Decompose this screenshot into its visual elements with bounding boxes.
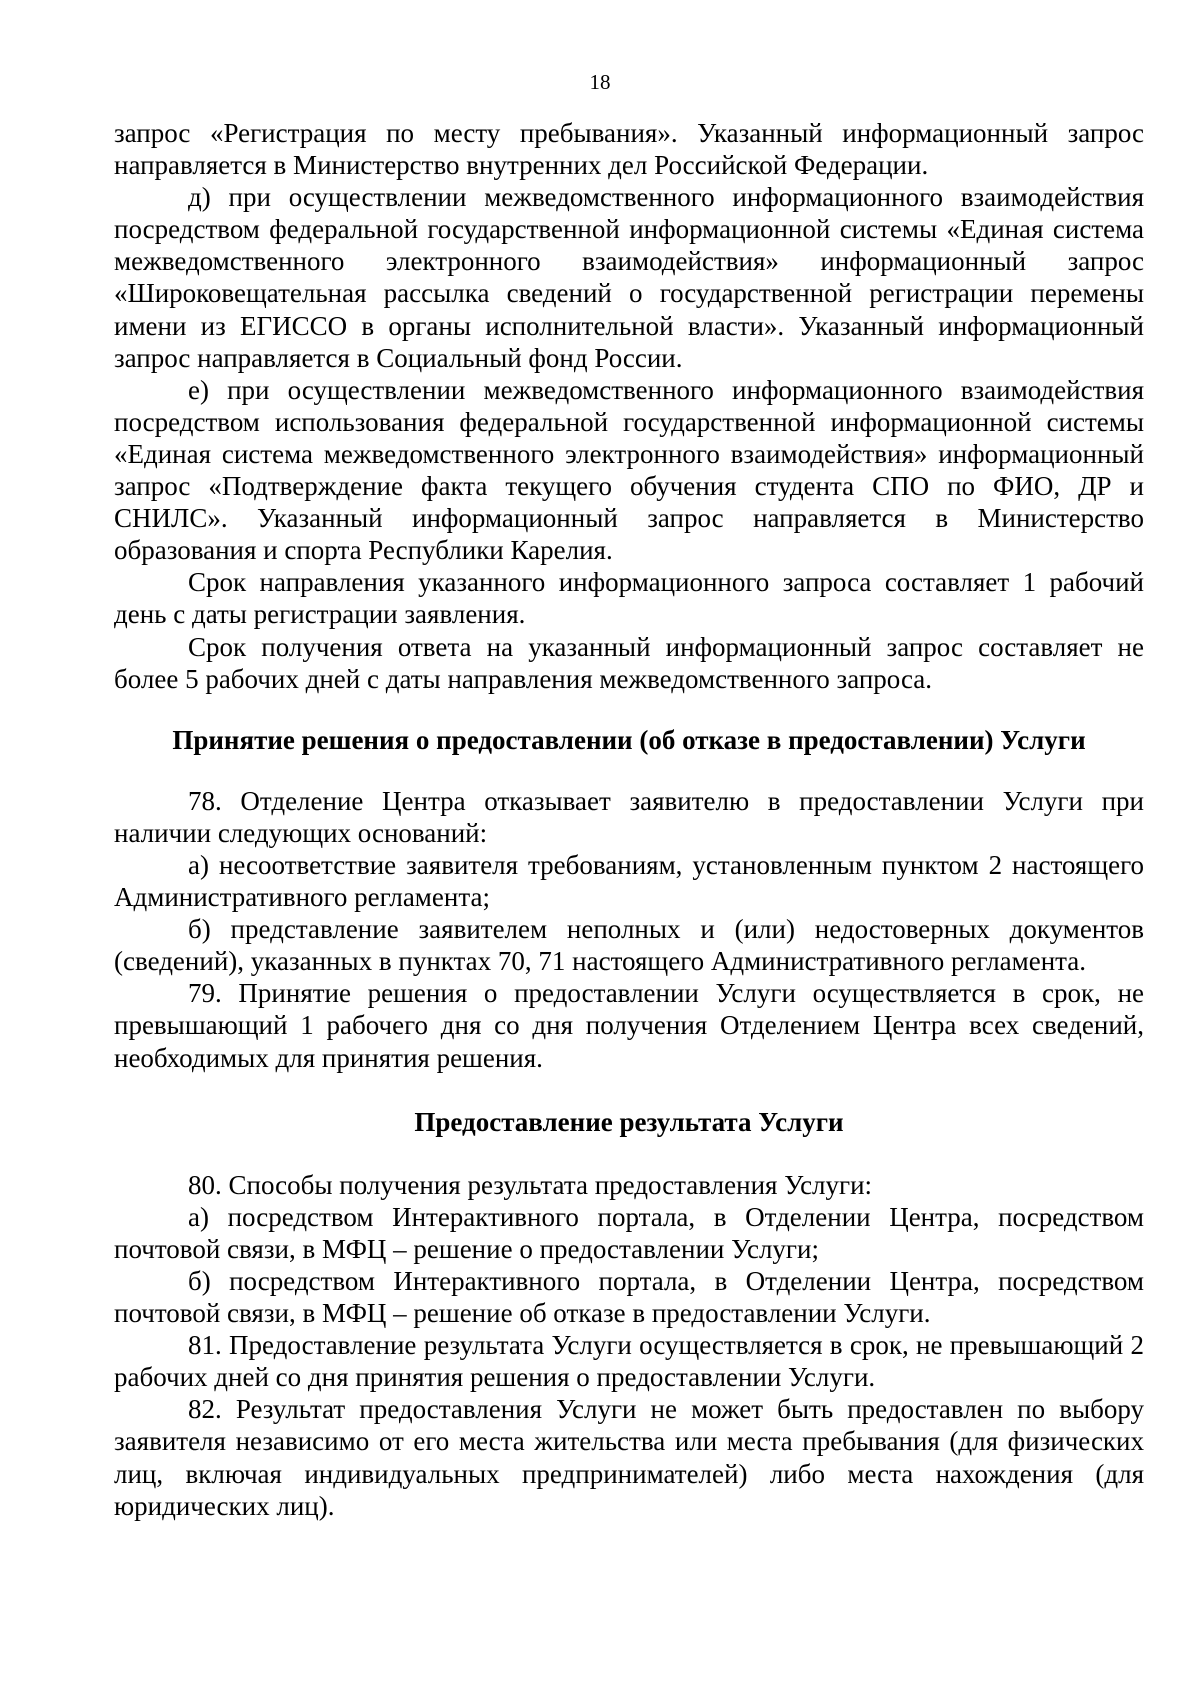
paragraph: запрос «Регистрация по месту пребывания». Указанный информационный запрос направляется в Министерство внутренних дел Российской Федерации.: [114, 118, 1144, 181]
section-heading: Предоставление результата Услуги: [414, 1106, 844, 1137]
paragraph: Срок направления указанного информационного запроса составляет 1 рабочий день с даты регистрации заявления.: [114, 567, 1144, 630]
section-requests: [114, 117, 1144, 695]
section-heading: Принятие решения о предоставлении (об отказе в предоставлении) Услуги: [172, 724, 1086, 755]
paragraph: 80. Способы получения результата предоставления Услуги:: [188, 1169, 873, 1200]
section-result: [114, 1169, 1144, 1522]
section-decision: [114, 785, 1144, 1074]
paragraph: д) при осуществлении межведомственного информационного взаимодействия посредством федеральной государственной информационной системы «Единая система межведомственного электронного взаимодействия» информационный запрос «Широковещательная рассылка сведений о государственной регистрации перемены имени из ЕГИССО в органы исполнительной власти». Указанный информационный запрос направляется в Социальный фонд России.: [114, 182, 1144, 373]
document-body: [114, 117, 1144, 1522]
paragraph: е) при осуществлении межведомственного информационного взаимодействия посредством использования федеральной государственной информационной системы «Единая система межведомственного электронного взаимодействия» информационный запрос «Подтверждение факта текущего обучения студента СПО по ФИО, ДР и СНИЛС». Указанный информационный запрос направляется в Министерство образования и спорта Республики Карелия.: [114, 374, 1144, 566]
paragraph: а) посредством Интерактивного портала, в Отделении Центра, посредством почтовой связи, в МФЦ – решение о предоставлении Услуги;: [114, 1201, 1144, 1264]
paragraph: 79. Принятие решения о предоставлении Услуги осуществляется в срок, не превышающий 1 рабочего дня со дня получения Отделением Центра всех сведений, необходимых для принятия решения.: [114, 978, 1144, 1073]
paragraph: 81. Предоставление результата Услуги осуществляется в срок, не превышающий 2 рабочих дней со дня принятия решения о предоставлении Услуги.: [114, 1330, 1144, 1393]
paragraph: б) представление заявителем неполных и (или) недостоверных документов (сведений), указанных в пунктах 70, 71 настоящего Административного регламента.: [114, 914, 1144, 977]
paragraph: а) несоответствие заявителя требованиям, установленным пунктом 2 настоящего Административного регламента;: [114, 849, 1144, 913]
paragraph: б) посредством Интерактивного портала, в Отделении Центра, посредством почтовой связи, в МФЦ – решение об отказе в предоставлении Услуги.: [114, 1266, 1144, 1329]
page-number: 18: [589, 70, 611, 94]
paragraph: Срок получения ответа на указанный информационный запрос составляет не более 5 рабочих дней с даты направления межведомственного запроса.: [114, 631, 1144, 694]
paragraph: 82. Результат предоставления Услуги не может быть предоставлен по выбору заявителя независимо от его места жительства или места пребывания (для физических лиц, включая индивидуальных предпринимателей) либо места нахождения (для юридических лиц).: [114, 1394, 1144, 1521]
paragraph: 78. Отделение Центра отказывает заявителю в предоставлении Услуги при наличии следующих оснований:: [114, 785, 1144, 848]
